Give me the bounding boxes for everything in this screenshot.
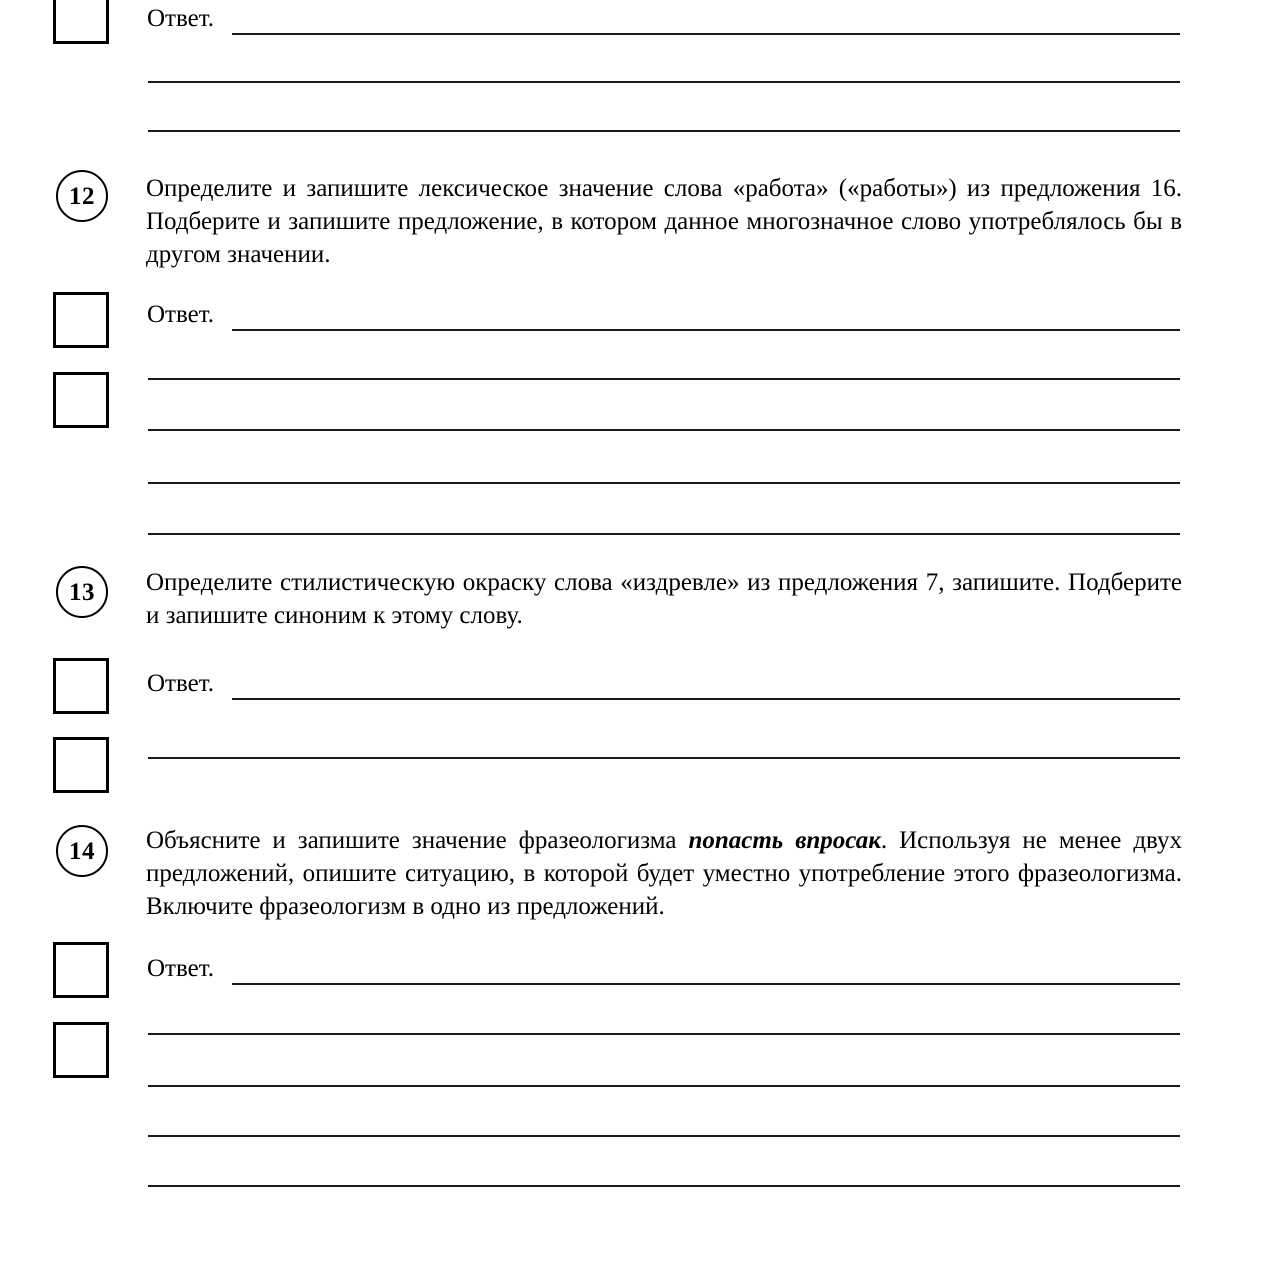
answer-rule[interactable] xyxy=(232,983,1180,985)
answer-rule[interactable] xyxy=(148,429,1180,431)
score-box[interactable] xyxy=(53,658,109,714)
answer-rule[interactable] xyxy=(148,81,1180,83)
answer-label: Ответ. xyxy=(147,955,215,982)
question-text-emphasis: попасть впросак xyxy=(688,827,881,854)
question-text-run: Объясните и запишите значение фразеологизма xyxy=(146,827,689,854)
answer-rule[interactable] xyxy=(232,698,1180,700)
answer-rule[interactable] xyxy=(232,33,1180,35)
answer-rule[interactable] xyxy=(232,329,1180,331)
score-box[interactable] xyxy=(53,942,109,998)
question-text-12 xyxy=(146,172,1182,271)
answer-rule[interactable] xyxy=(148,1085,1180,1087)
answer-rule[interactable] xyxy=(148,1185,1180,1187)
answer-rule[interactable] xyxy=(148,757,1180,759)
score-box[interactable] xyxy=(53,292,109,348)
question-number-12: 12 xyxy=(56,170,108,222)
answer-rule[interactable] xyxy=(148,1033,1180,1035)
question-text-run: . Используя не менее двух предложений, опишите ситуацию, в которой будет уместно употребление этого фразеологизма. Включите фразеологизм в одно из предложений. xyxy=(146,827,1182,920)
answer-label: Ответ. xyxy=(147,670,215,697)
answer-rule[interactable] xyxy=(148,378,1180,380)
question-number-14: 14 xyxy=(56,825,108,877)
answer-rule[interactable] xyxy=(148,482,1180,484)
answer-label: Ответ. xyxy=(147,301,215,328)
score-box[interactable] xyxy=(53,372,109,428)
question-text-run: Определите и запишите лексическое значение слова «работа» («работы») из предложения 16. Подберите и запишите предложение, в котором данное многозначное слово употреблялось бы в другом значении. xyxy=(146,175,1182,268)
answer-rule[interactable] xyxy=(148,130,1180,132)
question-text-14 xyxy=(146,824,1182,923)
question-text-13 xyxy=(146,566,1182,632)
question-number-13: 13 xyxy=(56,566,108,618)
answer-rule[interactable] xyxy=(148,533,1180,535)
score-box[interactable] xyxy=(53,0,109,44)
score-box[interactable] xyxy=(53,737,109,793)
answer-rule[interactable] xyxy=(148,1135,1180,1137)
score-box[interactable] xyxy=(53,1022,109,1078)
answer-label: Ответ. xyxy=(147,5,215,32)
question-text-run: Определите стилистическую окраску слова «издревле» из предложения 7, запишите. Подберите и запишите синоним к этому слову. xyxy=(146,569,1182,629)
